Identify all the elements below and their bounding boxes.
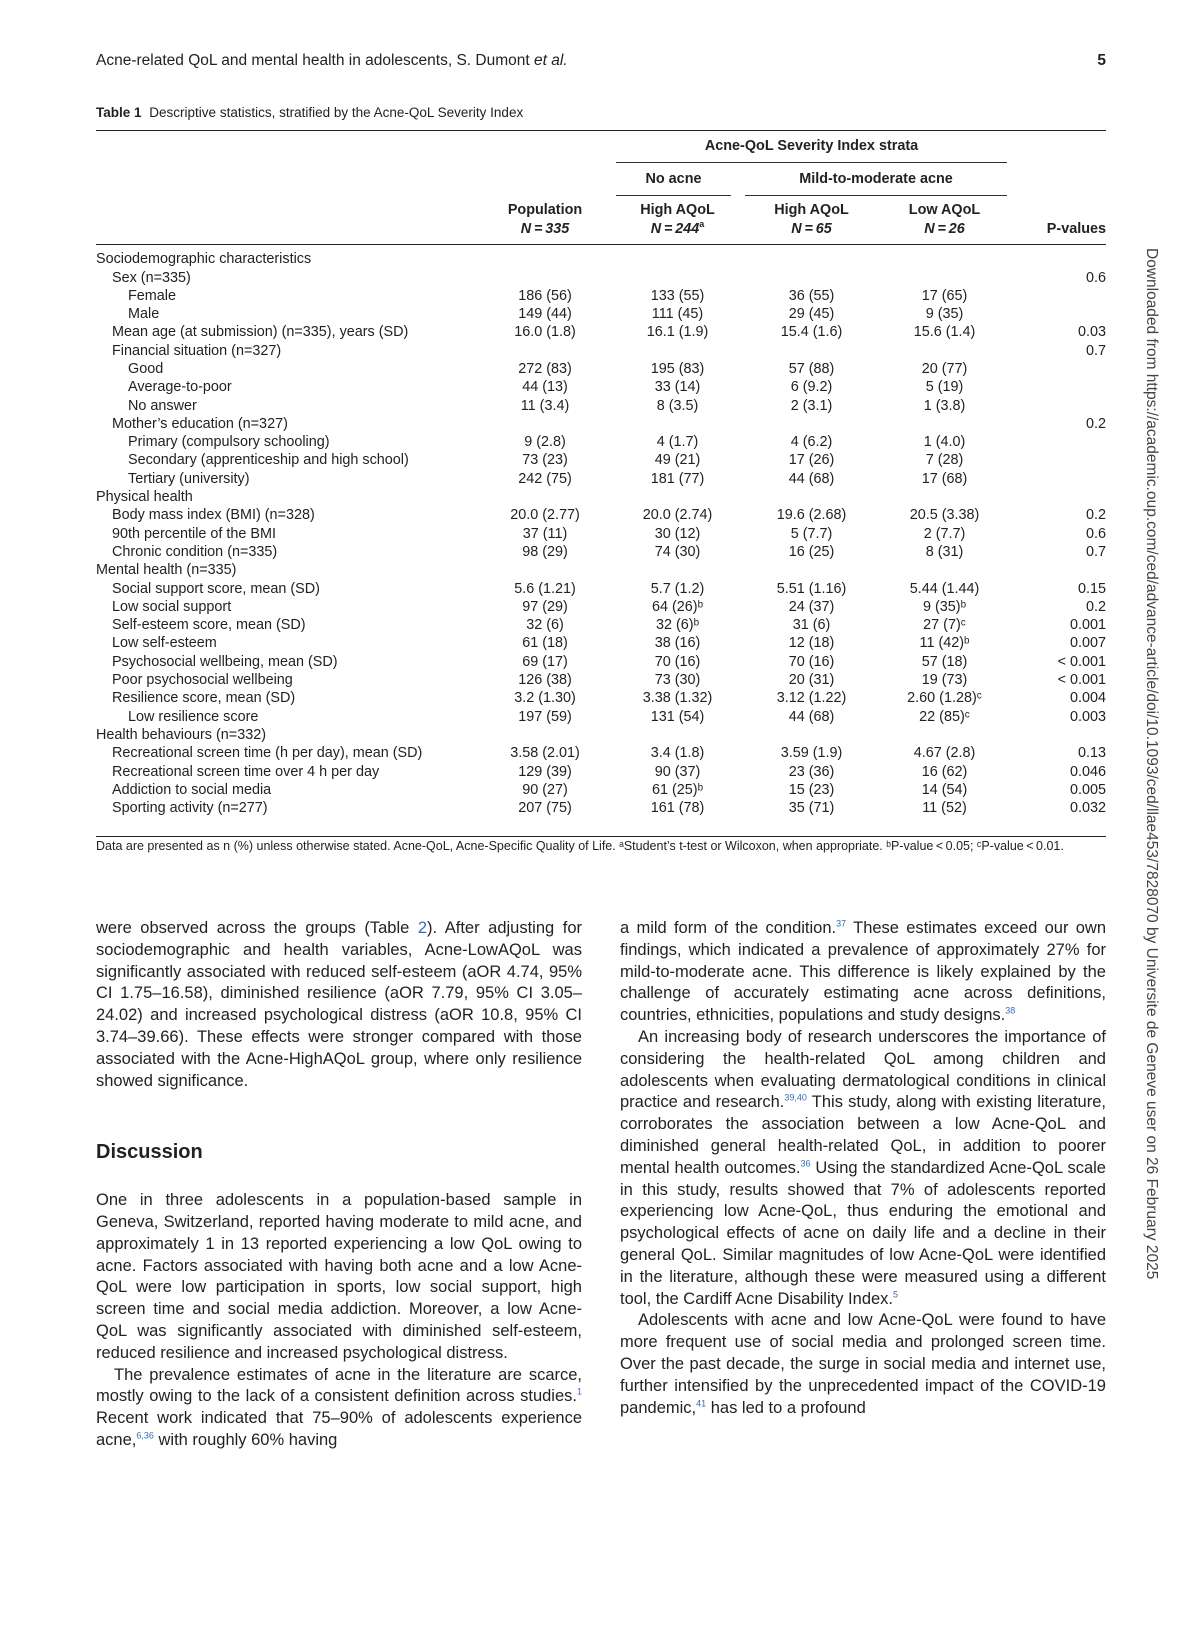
value-cell bbox=[878, 415, 1011, 433]
table-row bbox=[96, 580, 1106, 598]
value-cell: 20 (31) bbox=[788, 672, 835, 689]
col-mild-low: Low AQoL N = 26 bbox=[878, 196, 1011, 245]
value-cell: 11 (42)ᵇ bbox=[919, 635, 970, 652]
table-footnote: Data are presented as n (%) unless otherwise stated. Acne-QoL, Acne-Specific Quality of Life. ᵃStudent’s t-test or Wilcoxon, when appropriate. ᵇP-value < 0.05; ᶜP-value < 0.01. bbox=[96, 836, 1106, 854]
value-cell: 17 (65) bbox=[921, 287, 968, 304]
value-cell bbox=[878, 561, 1011, 579]
value-cell bbox=[610, 342, 745, 360]
value-cell: 44 (13) bbox=[522, 379, 568, 396]
col-no-acne-high: High AQoL $N = 244^a$ bbox=[610, 196, 745, 245]
subgroup-mild-to-moderate: Mild-to-moderate acne bbox=[745, 163, 1011, 196]
p-value-cell bbox=[1011, 287, 1106, 305]
p-value-cell: 0.2 bbox=[1085, 507, 1106, 524]
value-cell: 69 (17) bbox=[522, 653, 568, 670]
citation-link[interactable]: 1 bbox=[576, 1386, 582, 1397]
citation-link[interactable]: 5 bbox=[893, 1289, 899, 1300]
row-label: 90th percentile of the BMI bbox=[112, 525, 276, 542]
p-value-cell: 0.032 bbox=[1069, 800, 1106, 817]
row-label: Resilience score, mean (SD) bbox=[112, 690, 296, 707]
table-row bbox=[96, 634, 1106, 652]
table-row bbox=[96, 653, 1106, 671]
table-row bbox=[96, 305, 1106, 323]
value-cell: 1 (4.0) bbox=[923, 434, 966, 451]
running-title: Acne-related QoL and mental health in adolescents, S. Dumont bbox=[96, 52, 530, 69]
row-label: Physical health bbox=[96, 489, 193, 506]
value-cell bbox=[610, 726, 745, 744]
value-cell: 4.67 (2.8) bbox=[913, 745, 976, 762]
table-row bbox=[96, 488, 1106, 506]
p-value-cell: 0.15 bbox=[1077, 580, 1106, 597]
value-cell: 5 (19) bbox=[925, 379, 964, 396]
value-cell: 64 (26)ᵇ bbox=[651, 598, 704, 615]
value-cell: 30 (12) bbox=[654, 525, 701, 542]
table-row bbox=[96, 451, 1106, 469]
value-cell: 32 (6)ᵇ bbox=[655, 617, 700, 634]
row-label: Low resilience score bbox=[128, 708, 259, 725]
value-cell: 90 (37) bbox=[654, 763, 701, 780]
value-cell: 6 (9.2) bbox=[790, 379, 833, 396]
value-cell bbox=[480, 269, 610, 287]
value-cell bbox=[610, 561, 745, 579]
table-row bbox=[96, 598, 1106, 616]
value-cell: 16.1 (1.9) bbox=[646, 324, 709, 341]
value-cell: 186 (56) bbox=[518, 287, 572, 304]
p-value-cell: 0.004 bbox=[1069, 690, 1106, 707]
value-cell bbox=[480, 245, 610, 269]
row-label: Average-to-poor bbox=[128, 379, 232, 396]
value-cell: 8 (31) bbox=[925, 543, 964, 560]
value-cell: 207 (75) bbox=[518, 800, 572, 817]
table-row bbox=[96, 781, 1106, 799]
value-cell: 3.38 (1.32) bbox=[642, 690, 713, 707]
table-row bbox=[96, 726, 1106, 744]
value-cell: 20.5 (3.38) bbox=[909, 507, 980, 524]
value-cell: 37 (11) bbox=[522, 525, 568, 542]
value-cell: 197 (59) bbox=[518, 708, 572, 725]
value-cell: 11 (3.4) bbox=[520, 397, 570, 414]
table-row bbox=[96, 561, 1106, 579]
p-value-cell bbox=[1011, 561, 1106, 579]
table-row bbox=[96, 378, 1106, 396]
table-row bbox=[96, 525, 1106, 543]
table-row bbox=[96, 360, 1106, 378]
value-cell: 70 (16) bbox=[654, 653, 701, 670]
value-cell: 74 (30) bbox=[654, 543, 701, 560]
value-cell: 9 (2.8) bbox=[524, 434, 566, 451]
p-value-cell: 0.046 bbox=[1069, 763, 1106, 780]
value-cell bbox=[745, 488, 878, 506]
value-cell: 3.4 (1.8) bbox=[650, 745, 705, 762]
row-label: Primary (compulsory schooling) bbox=[128, 434, 330, 451]
value-cell: 70 (16) bbox=[788, 653, 835, 670]
table-row bbox=[96, 397, 1106, 415]
value-cell bbox=[745, 726, 878, 744]
value-cell: 73 (30) bbox=[654, 672, 701, 689]
value-cell: 44 (68) bbox=[788, 470, 835, 487]
p-value-cell bbox=[1011, 433, 1106, 451]
value-cell: 9 (35)ᵇ bbox=[922, 598, 967, 615]
value-cell: 61 (18) bbox=[522, 635, 568, 652]
value-cell: 4 (6.2) bbox=[790, 434, 833, 451]
row-label: Mental health (n=335) bbox=[96, 562, 237, 579]
download-watermark-text: Downloaded from https://academic.oup.com/ced/advance-article/doi/10.1093/ced/llae453/7828070 by Universite de Geneve user on 26 February 2025 bbox=[1143, 248, 1160, 1280]
table-row bbox=[96, 799, 1106, 817]
table-row bbox=[96, 433, 1106, 451]
p-value-cell bbox=[1011, 726, 1106, 744]
citation-link[interactable]: 39,40 bbox=[784, 1092, 807, 1103]
value-cell: 5.7 (1.2) bbox=[650, 580, 705, 597]
value-cell bbox=[878, 488, 1011, 506]
value-cell: 272 (83) bbox=[518, 360, 572, 377]
paragraph: Adolescents with acne and low Acne-QoL were found to have more frequent use of social media and prolonged screen time. Over the past decade, the surge in social media and internet use, further intensified by the unprecedented impact of the COVID-19 pandemic,$^{41}$ has led to a profound bbox=[620, 1311, 1106, 1417]
row-label: Mother’s education (n=327) bbox=[112, 415, 288, 432]
table-row bbox=[96, 708, 1106, 726]
right-column bbox=[620, 918, 1106, 1419]
table-row bbox=[96, 245, 1106, 269]
value-cell bbox=[610, 245, 745, 269]
table-row bbox=[96, 616, 1106, 634]
value-cell: 97 (29) bbox=[522, 598, 568, 615]
value-cell: 111 (45) bbox=[651, 306, 704, 323]
value-cell: 2 (3.1) bbox=[790, 397, 833, 414]
value-cell: 5.51 (1.16) bbox=[776, 580, 847, 597]
p-value-cell: 0.005 bbox=[1069, 781, 1106, 798]
value-cell bbox=[745, 415, 878, 433]
value-cell: 3.2 (1.30) bbox=[514, 690, 576, 707]
value-cell: 133 (55) bbox=[650, 287, 705, 304]
p-value-cell: 0.007 bbox=[1069, 635, 1106, 652]
value-cell: 4 (1.7) bbox=[656, 434, 699, 451]
table-label: Table 1 bbox=[96, 105, 142, 120]
value-cell: 3.58 (2.01) bbox=[510, 745, 580, 762]
value-cell bbox=[878, 245, 1011, 269]
value-cell bbox=[480, 342, 610, 360]
p-value-cell: < 0.001 bbox=[1057, 672, 1106, 689]
p-value-cell: 0.2 bbox=[1085, 415, 1106, 432]
table-row bbox=[96, 689, 1106, 707]
row-label: Secondary (apprenticeship and high school) bbox=[128, 452, 409, 469]
value-cell: 98 (29) bbox=[522, 543, 568, 560]
citation-link[interactable]: 37 bbox=[836, 918, 847, 929]
row-label: Sex (n=335) bbox=[112, 269, 191, 286]
section-heading-discussion: Discussion bbox=[96, 1141, 203, 1164]
value-cell: 90 (27) bbox=[522, 781, 568, 798]
table-row bbox=[96, 506, 1106, 524]
value-cell: 242 (75) bbox=[518, 470, 572, 487]
value-cell: 49 (21) bbox=[654, 452, 701, 469]
value-cell: 131 (54) bbox=[650, 708, 705, 725]
row-label: Health behaviours (n=332) bbox=[96, 726, 266, 743]
value-cell: 19.6 (2.68) bbox=[776, 507, 847, 524]
value-cell: 3.12 (1.22) bbox=[776, 690, 847, 707]
value-cell: 44 (68) bbox=[788, 708, 835, 725]
p-value-cell bbox=[1011, 470, 1106, 488]
value-cell: 19 (73) bbox=[921, 672, 968, 689]
value-cell bbox=[480, 488, 610, 506]
value-cell: 5.44 (1.44) bbox=[909, 580, 980, 597]
value-cell bbox=[480, 726, 610, 744]
p-value-cell: < 0.001 bbox=[1057, 653, 1106, 670]
value-cell: 24 (37) bbox=[788, 598, 835, 615]
value-cell: 61 (25)ᵇ bbox=[651, 781, 704, 798]
value-cell: 15 (23) bbox=[788, 781, 835, 798]
value-cell bbox=[878, 726, 1011, 744]
value-cell: 32 (6) bbox=[526, 617, 564, 634]
download-watermark bbox=[1140, 248, 1160, 1628]
value-cell: 5 (7.7) bbox=[790, 525, 833, 542]
row-label: Recreational screen time (h per day), mean (SD) bbox=[112, 745, 423, 762]
value-cell: 35 (71) bbox=[788, 800, 835, 817]
value-cell: 73 (23) bbox=[522, 452, 568, 469]
row-label: Self-esteem score, mean (SD) bbox=[112, 617, 306, 634]
table-row bbox=[96, 543, 1106, 561]
p-value-cell: 0.6 bbox=[1085, 525, 1106, 542]
value-cell bbox=[610, 488, 745, 506]
value-cell: 161 (78) bbox=[650, 800, 705, 817]
value-cell bbox=[480, 415, 610, 433]
p-value-cell bbox=[1011, 378, 1106, 396]
value-cell: 7 (28) bbox=[925, 452, 964, 469]
table-row bbox=[96, 671, 1106, 689]
table-row bbox=[96, 342, 1106, 360]
row-label: Recreational screen time over 4 h per day bbox=[112, 763, 380, 780]
value-cell: 29 (45) bbox=[788, 306, 835, 323]
row-label: Low self-esteem bbox=[112, 635, 217, 652]
paragraph: One in three adolescents in a population-based sample in Geneva, Switzerland, reported having moderate to mild acne, and approximately 1 in 13 reported experiencing a low QoL owing to acne. Factors associated with having both acne and a low Acne-QoL were low participation in sports, low social support, high screen time and social media addiction. Moreover, a low Acne-QoL was significantly associated with diminished self-esteem, reduced resilience and increased psychological distress. bbox=[96, 1191, 582, 1362]
value-cell: 38 (16) bbox=[654, 635, 701, 652]
value-cell: 149 (44) bbox=[518, 306, 572, 323]
p-value-cell bbox=[1011, 451, 1106, 469]
row-label: Financial situation (n=327) bbox=[112, 342, 282, 359]
value-cell: 1 (3.8) bbox=[923, 397, 966, 414]
row-label: Psychosocial wellbeing, mean (SD) bbox=[112, 653, 338, 670]
value-cell: 15.4 (1.6) bbox=[780, 324, 843, 341]
col-mild-high: High AQoL N = 65 bbox=[745, 196, 878, 245]
table-caption bbox=[96, 105, 523, 120]
paragraph: a mild form of the condition.$^{37}$ These estimates exceed our own findings, which indicated a prevalence of approximately 27% for mild-to-moderate acne. This difference is likely explained by the challenge of accurately estimating acne across definitions, countries, ethnicities, populations and study designs.$^{38}$ bbox=[620, 918, 1106, 1025]
row-label: Good bbox=[128, 360, 164, 377]
descriptive-statistics-table bbox=[96, 130, 1106, 817]
row-label: Mean age (at submission) (n=335), years (SD) bbox=[112, 324, 409, 341]
p-value-cell: 0.13 bbox=[1077, 745, 1106, 762]
p-value-cell: 0.03 bbox=[1077, 324, 1106, 341]
value-cell: 3.59 (1.9) bbox=[780, 745, 843, 762]
row-label: Low social support bbox=[112, 598, 232, 615]
p-value-cell: 0.003 bbox=[1069, 708, 1106, 725]
p-value-cell bbox=[1011, 245, 1106, 269]
value-cell: 27 (7)ᶜ bbox=[923, 617, 966, 634]
table-row bbox=[96, 323, 1106, 341]
row-label: Male bbox=[128, 306, 160, 323]
value-cell: 17 (68) bbox=[921, 470, 968, 487]
paragraph: The prevalence estimates of acne in the literature are scarce, mostly owing to the lack of a consistent definition across studies.$^1$ Recent work indicated that 75–90% of adolescents experience acne,$^{6,36}$ with roughly 60% having bbox=[96, 1365, 582, 1449]
value-cell: 11 (52) bbox=[922, 800, 967, 817]
value-cell: 57 (18) bbox=[921, 653, 968, 670]
value-cell: 12 (18) bbox=[788, 635, 835, 652]
table-row bbox=[96, 744, 1106, 762]
value-cell: 16 (62) bbox=[921, 763, 968, 780]
value-cell: 16.0 (1.8) bbox=[514, 324, 576, 341]
value-cell bbox=[610, 415, 745, 433]
p-value-cell bbox=[1011, 397, 1106, 415]
table-row bbox=[96, 470, 1106, 488]
p-value-cell bbox=[1011, 488, 1106, 506]
paragraph: An increasing body of research underscores the importance of considering the health-related QoL among children and adolescents when evaluating dermatological conditions in clinical practice and research.$^{39,40}$ This study, along with existing literature, corroborates the association between a low Acne-QoL and diminished general health-related QoL, in addition to poorer mental health outcomes.$^{36}$ Using the standardized Acne-QoL scale in this study, results showed that 7% of adolescents reported experiencing low Acne-QoL, thus enduring the emotional and psychological effects of acne on daily life and a decline in their general QoL. Similar magnitudes of low Acne-QoL were identified in the literature, although these were measured using a different tool, the Cardiff Acne Disability Index.$^5$ bbox=[620, 1027, 1106, 1308]
subgroup-no-acne: No acne bbox=[610, 163, 745, 196]
table-caption-text: Descriptive statistics, stratified by the Acne-QoL Severity Index bbox=[149, 105, 524, 120]
group-header: Acne-QoL Severity Index strata bbox=[610, 131, 1011, 163]
p-value-cell: 0.6 bbox=[1085, 269, 1106, 286]
paragraph: were observed across the groups (Table 2). After adjusting for sociodemographic and health variables, Acne-LowAQoL was significantly associated with reduced self-esteem (aOR 4.74, 95% CI 1.75–16.58), diminished resilience (aOR 7.79, 95% CI 3.05–24.02) and increased psychological distress (aOR 10.8, 95% CI 3.74–39.66). These effects were stronger compared with those associated with the Acne-HighAQoL group, where only resilience showed significance. bbox=[96, 919, 582, 1090]
value-cell: 14 (54) bbox=[921, 781, 968, 798]
value-cell: 181 (77) bbox=[650, 470, 705, 487]
p-value-cell: 0.001 bbox=[1069, 617, 1106, 634]
row-label: Sporting activity (n=277) bbox=[112, 800, 268, 817]
p-value-cell: 0.7 bbox=[1085, 342, 1106, 359]
value-cell: 129 (39) bbox=[518, 763, 572, 780]
value-cell: 33 (14) bbox=[654, 379, 701, 396]
value-cell: 126 (38) bbox=[518, 672, 572, 689]
table-row bbox=[96, 287, 1106, 305]
value-cell: 17 (26) bbox=[788, 452, 835, 469]
citation-link[interactable]: 36 bbox=[800, 1158, 811, 1169]
row-label: Body mass index (BMI) (n=328) bbox=[112, 507, 315, 524]
value-cell bbox=[745, 342, 878, 360]
value-cell: 2.60 (1.28)ᶜ bbox=[907, 690, 982, 707]
row-label: Female bbox=[128, 287, 176, 304]
value-cell bbox=[745, 245, 878, 269]
p-value-cell: 0.7 bbox=[1085, 543, 1106, 560]
running-title-etal: et al. bbox=[534, 52, 568, 69]
value-cell: 16 (25) bbox=[788, 543, 835, 560]
value-cell: 20.0 (2.74) bbox=[642, 507, 713, 524]
col-population: Population N = 335 bbox=[480, 196, 610, 245]
citation-link[interactable]: 38 bbox=[1005, 1005, 1016, 1016]
value-cell: 15.6 (1.4) bbox=[913, 324, 976, 341]
value-cell bbox=[745, 269, 878, 287]
col-p-values: P-values bbox=[1011, 196, 1106, 245]
value-cell: 5.6 (1.21) bbox=[514, 580, 576, 597]
row-label: Chronic condition (n=335) bbox=[112, 543, 278, 560]
left-column bbox=[96, 918, 582, 1452]
table-row bbox=[96, 415, 1106, 433]
table-row bbox=[96, 763, 1106, 781]
value-cell: 20.0 (2.77) bbox=[510, 507, 580, 524]
value-cell: 8 (3.5) bbox=[656, 397, 699, 414]
citation-link[interactable]: 6,36 bbox=[136, 1430, 154, 1441]
p-value-cell bbox=[1011, 360, 1106, 378]
value-cell: 31 (6) bbox=[792, 617, 831, 634]
value-cell bbox=[480, 561, 610, 579]
value-cell: 22 (85)ᶜ bbox=[919, 708, 970, 725]
table-ref-link[interactable]: 2 bbox=[417, 919, 428, 937]
row-label: Social support score, mean (SD) bbox=[112, 580, 320, 597]
page-number: 5 bbox=[1097, 52, 1106, 69]
row-label: Sociodemographic characteristics bbox=[96, 251, 312, 268]
value-cell bbox=[745, 561, 878, 579]
value-cell: 57 (88) bbox=[788, 360, 835, 377]
value-cell: 36 (55) bbox=[788, 287, 835, 304]
value-cell bbox=[878, 269, 1011, 287]
running-header bbox=[96, 52, 1106, 70]
value-cell: 9 (35) bbox=[925, 306, 964, 323]
row-label: Poor psychosocial wellbeing bbox=[112, 672, 293, 689]
value-cell: 195 (83) bbox=[650, 360, 705, 377]
p-value-cell bbox=[1011, 305, 1106, 323]
value-cell: 2 (7.7) bbox=[923, 525, 966, 542]
row-label: Tertiary (university) bbox=[128, 470, 250, 487]
value-cell: 23 (36) bbox=[788, 763, 835, 780]
row-label: No answer bbox=[128, 397, 197, 414]
citation-link[interactable]: 41 bbox=[696, 1398, 707, 1409]
value-cell bbox=[878, 342, 1011, 360]
value-cell: 20 (77) bbox=[921, 360, 968, 377]
value-cell bbox=[610, 269, 745, 287]
p-value-cell: 0.2 bbox=[1085, 598, 1106, 615]
table-row bbox=[96, 269, 1106, 287]
row-label: Addiction to social media bbox=[112, 781, 272, 798]
